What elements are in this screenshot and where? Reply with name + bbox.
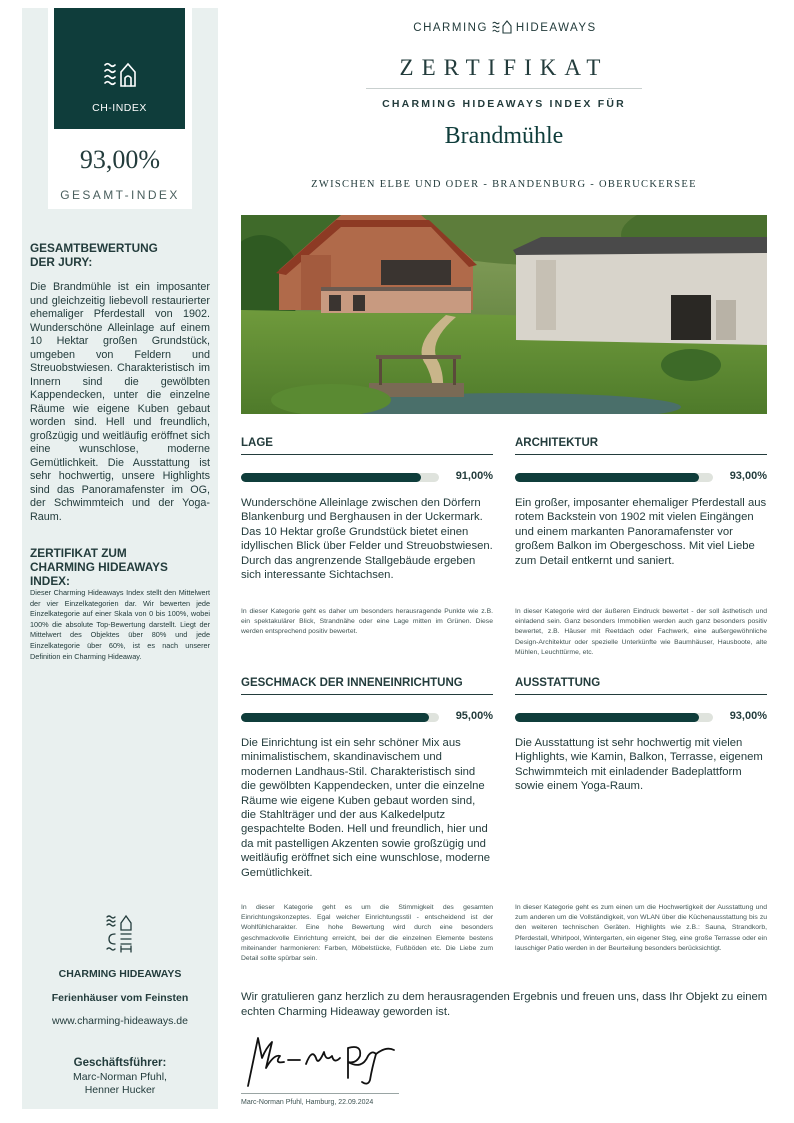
ceo-label: Geschäftsführer:	[73, 1057, 167, 1069]
brand-header-left: CHARMING	[413, 22, 488, 34]
brand-header	[413, 18, 597, 38]
score-bar-track	[515, 473, 713, 482]
title-divider	[366, 88, 642, 89]
category-title: AUSSTATTUNG	[515, 677, 601, 689]
score-value: 91,00%	[455, 470, 493, 482]
score-bar-fill	[241, 473, 421, 482]
score-bar-fill	[515, 473, 699, 482]
signature-image	[244, 1028, 404, 1090]
brand-mark-icon	[492, 20, 512, 37]
category-lage	[241, 436, 493, 582]
category-title: GESCHMACK DER INNENEINRICHTUNG	[241, 677, 463, 689]
congratulation-text: Wir gratulieren ganz herzlich zu dem herausragenden Ergebnis und freuen uns, dass Ihr Objekt zu einem echten Charming Hideaway geworden ist.	[241, 991, 768, 1018]
category-note-geschmack: In dieser Kategorie geht es um die Stimmigkeit des gesamten Einrichtungskonzeptes. Egal welcher Einrichtungsstil - entscheidend ist der Wohlfühlcharakter. Eine hohe Bewertung wird durch eine besonders geschmackvolle Einrichtung erreicht, bei der die einzelnen Elemente bestens miteinander harmonieren: Farben, Möbelstücke, Fußböden etc. Die Liebe zum Detail sollte spürbar sein.	[241, 904, 493, 963]
category-text: Wunderschöne Alleinlage zwischen den Dörfern Blankenburg und Berghausen in der Uckermark. Das 10 Hektar große Grundstück bietet einen idyllischen Blick über Felder und Streuobstwiesen. Durch das angrenzende Stallgebäude ergeben sich interessante Sichtachsen.	[241, 497, 493, 582]
signature-caption: Marc-Norman Pfuhl, Hamburg, 22.09.2024	[241, 1099, 374, 1106]
total-index-label: GESAMT-INDEX	[60, 188, 180, 202]
score-bar-fill	[241, 713, 429, 722]
category-divider	[515, 694, 767, 695]
sidebar	[22, 8, 218, 1109]
score-value: 95,00%	[455, 710, 493, 722]
category-ausstattung	[515, 676, 767, 794]
property-location: ZWISCHEN ELBE UND ODER - BRANDENBURG - OBERUCKERSEE	[311, 179, 697, 190]
certificate-title: ZERTIFIKAT	[399, 55, 609, 80]
category-note-lage: In dieser Kategorie geht es daher um besonders herausragende Punkte wie z.B. ein spektakulärer Blick, Strandnähe oder eine Lage mitten im Grünen. Diese werden entsprechend positiv bewertet.	[241, 608, 493, 636]
sidebar-brand-name: CHARMING HIDEAWAYS	[58, 968, 182, 980]
ch-index-label: CH-INDEX	[92, 102, 147, 114]
category-title: ARCHITEKTUR	[515, 437, 599, 449]
score-bar-track	[241, 473, 439, 482]
category-geschmack	[241, 676, 493, 880]
score-bar-track	[515, 713, 713, 722]
category-text: Die Einrichtung ist ein sehr schöner Mix aus minimalistischem, skandinavischem und modernen Landhaus-Stil. Charakteristisch sind die gewölbten Kappendecken, unter die einzelne Räume wie eigene Kuben gebaut worden sind, die Stahlträger und der aus Kalkedelputz gespachtelte Boden. Hell und freundlich, hier und da mit pastelligen Akzenten sowie großzügig und weitläufig eröffnet sich eine wunschlose, moderne Gemütlichkeit.	[241, 737, 491, 879]
jury-text: Die Brandmühle ist ein imposanter und gleichzeitig liebevoll restaurierter ehemaliger Pferdestall von 1902. Wunderschöne Alleinlage auf einem 10 Hektar großen Grundstück, umgeben von Feldern und Streuobstwiesen. Charakteristisch im Innern sind die gewölbten Kappendecken, unter die einzelne Räume wie eigene Kuben gebaut worden sind. Hell und freundlich, großzügig und weitläufig eröffnet sich eine wunschlose, moderne Gemütlichkeit. Die Ausstattung ist sehr hochwertig, unsere Highlights sind das Panoramafenster im OG, der Schwimmteich und der Yoga-Raum.	[30, 281, 210, 523]
cert-heading-line-1: ZERTIFIKAT ZUM	[30, 546, 127, 560]
footer-logo-icon	[22, 913, 218, 953]
ceo-names	[22, 1071, 218, 1097]
category-architektur	[515, 436, 767, 568]
cert-heading-line-2: CHARMING HIDEAWAYS INDEX:	[30, 560, 168, 588]
ceo-name-2: Henner Hucker	[84, 1084, 156, 1096]
brand-header-right: HIDEAWAYS	[515, 22, 597, 34]
category-divider	[241, 694, 493, 695]
signature-line	[241, 1093, 399, 1094]
category-divider	[241, 454, 493, 455]
ceo-name-1: Marc-Norman Pfuhl,	[73, 1071, 167, 1083]
score-row	[515, 469, 767, 485]
score-row	[241, 709, 493, 725]
cert-heading	[30, 546, 210, 588]
category-note-ausstattung: In dieser Kategorie geht es zum einen um die Hochwertigkeit der Ausstattung und zum anderen um die Vollständigkeit, von WLAN über die Küchenausstattung bis zu den weiteren technischen Geräten. Highlights wie z.B.: Sauna, Strandkorb, Pferdestall, Whirlpool, Wintergarten, ein eigener Steg, eine große Terrasse oder ein lauschiger Patio werden in der Beurteilung besonders berücksichtigt.	[515, 904, 767, 952]
sidebar-tagline: Ferienhäuser vom Feinsten	[51, 992, 189, 1004]
certificate-subtitle: CHARMING HIDEAWAYS INDEX FÜR	[382, 98, 626, 110]
index-card	[48, 8, 192, 209]
total-index-value: 93,00%	[79, 145, 161, 174]
score-bar-track	[241, 713, 439, 722]
category-title: LAGE	[241, 437, 273, 449]
score-row	[515, 709, 767, 725]
category-divider	[515, 454, 767, 455]
website-link[interactable]: www.charming-hideaways.de	[52, 1015, 188, 1027]
jury-heading-line-2: DER JURY:	[30, 255, 93, 269]
property-photo	[241, 215, 767, 414]
ch-index-logo-box	[54, 8, 185, 129]
category-text: Ein großer, imposanter ehemaliger Pferdestall aus rotem Backstein von 1902 mit vielen Eingängen und einem markanten Panoramafenster vor großem Balkon im Obergeschoss. Mit viel Liebe zum Detail entkernt und saniert.	[515, 497, 767, 567]
score-value: 93,00%	[729, 470, 767, 482]
jury-heading	[30, 241, 210, 269]
charming-hideaways-logo-icon	[54, 60, 185, 90]
score-value: 93,00%	[729, 710, 767, 722]
score-row	[241, 469, 493, 485]
property-name: Brandmühle	[444, 123, 564, 149]
score-bar-fill	[515, 713, 699, 722]
jury-heading-line-1: GESAMTBEWERTUNG	[30, 241, 158, 255]
category-text: Die Ausstattung ist sehr hochwertig mit vielen Highlights, wie Kamin, Balkon, Terrasse, eigenem Schwimmteich mit einladender Badeplattform sowie einem Yoga-Raum.	[515, 737, 763, 793]
category-note-architektur: In dieser Kategorie wird der äußeren Eindruck bewertet - der soll ästhetisch und einladend sein. Ganz besonders Immobilien werden auch ganz besonders positiv bewertet, z.B. Häuser mit Reetdach oder Fachwerk, eine außergewöhnliche Design-Architektur oder spezielle Unterkünfte wie Baumhäuser, Hausboote, alte Mühlen, Leuchttürme, etc.	[515, 608, 767, 656]
cert-text: Dieser Charming Hideaways Index stellt den Mittelwert der vier Einzelkategorien dar. Wir bewerten jede Einzelkategorie auf einer Skala von 0 bis 100%, wobei 100% die absolute Top-Bewertung darstellt. Liegt der Mittelwert des Objektes über 80% und jede Einzelkategorie über 60%, ist es nach unserer Definition ein Charming Hideaway.	[30, 588, 210, 661]
